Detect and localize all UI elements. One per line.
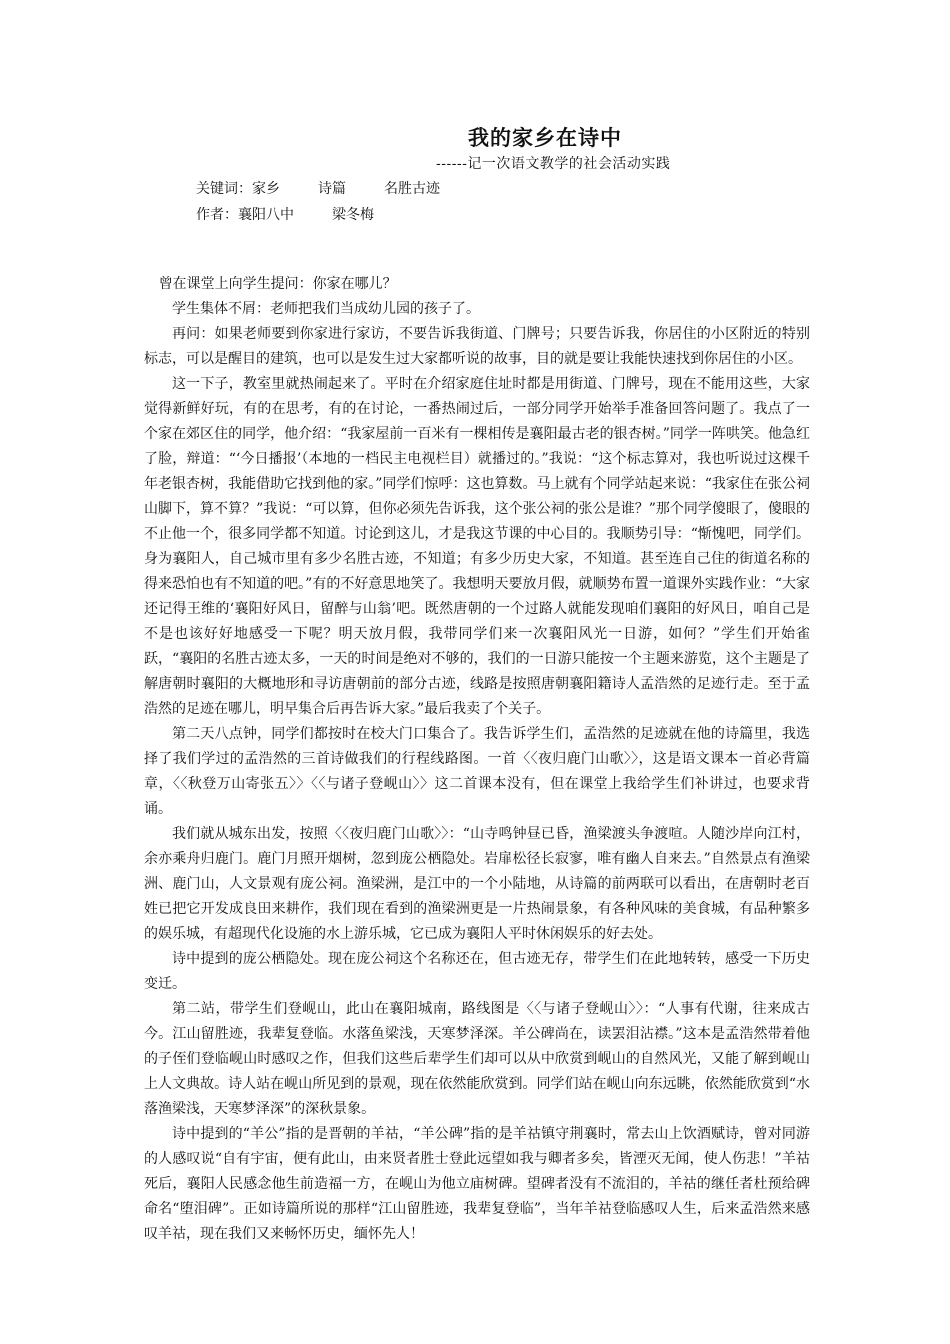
- author-name: 梁冬梅: [332, 207, 374, 223]
- keywords-label: 关键词：家乡: [196, 181, 280, 197]
- paragraph: 诗中提到的“羊公”指的是晋朝的羊祜，“羊公碑”指的是羊祜镇守荆襄时，常去山上饮酒赋诗，曾对同游的人感叹说“自有宇宙，便有此山，由来贤者胜士登此远望如我与卿者多矣，皆湮灭无闻，使人伤悲！”羊祜死后，襄阳人民感念他生前造福一方，在岘山为他立庙树碑。望碑者没有不流泪的，羊祜的继任者杜预给碑命名“堕泪碑”。正如诗篇所说的那样“江山留胜迹，我辈复登临”，当年羊祜登临感叹人生，后来孟浩然来感叹羊祜，现在我们又来畅怀历史，缅怀先人！: [144, 1126, 810, 1242]
- paragraph: 诗中提到的庞公栖隐处。现在庞公祠这个名称还在，但古迹无存，带学生们在此地转转，感受一下历史变迁。: [144, 951, 810, 992]
- paragraph: 曾在课堂上向学生提问：你家在哪儿？: [158, 276, 397, 292]
- paragraph: 学生集体不屑：老师把我们当成幼儿园的孩子了。: [172, 301, 480, 317]
- keyword-item: 名胜古迹: [384, 181, 440, 197]
- keyword-item: 诗篇: [318, 181, 346, 197]
- paragraph: 第二天八点钟，同学们都按时在校大门口集合了。我告诉学生们，孟浩然的足迹就在他的诗篇里，我选择了我们学过的孟浩然的三首诗做我们的行程线路图。一首〈〈夜归鹿门山歌〉〉，这是语文课本一首必背篇章，〈〈秋登万山寄张五〉〉〈〈与诸子登岘山〉〉这二首课本没有，但在课堂上我给学生们补讲过，也要求背诵。: [144, 726, 810, 817]
- keywords-line: [196, 178, 440, 198]
- document-subtitle: ------记一次语文教学的社会活动实践: [436, 156, 671, 172]
- paragraph: 我们就从城东出发，按照〈〈夜归鹿门山歌〉〉：“山寺鸣钟昼已昏，渔梁渡头争渡喧。人随沙岸向江村，余亦乘舟归鹿门。鹿门月照开烟树，忽到庞公栖隐处。岩扉松径长寂寥，唯有幽人自来去。”自然景点有渔梁洲、鹿门山，人文景观有庞公祠。渔梁洲，是江中的一个小陆地，从诗篇的前两联可以看出，在唐朝时老百姓已把它开发成良田来耕作，我们现在看到的渔梁洲更是一片热闹景象，有各种风味的美食城，有品种繁多的娱乐城，有超现代化设施的水上游乐城，它已成为襄阳人平时休闲娱乐的好去处。: [144, 826, 810, 942]
- author-label: 作者：襄阳八中: [196, 207, 294, 223]
- author-line: [196, 204, 374, 224]
- article-body: [144, 272, 810, 1247]
- document-title: 我的家乡在诗中: [468, 125, 622, 150]
- paragraph: 第二站，带学生们登岘山，此山在襄阳城南，路线图是〈〈与诸子登岘山〉〉：“人事有代谢，往来成古今。江山留胜迹，我辈复登临。水落鱼梁浅，天寒梦泽深。羊公碑尚在，读罢泪沾襟。”这本是孟浩然带着他的子侄们登临岘山时感叹之作，但我们这些后辈学生们却可以从中欣赏到岘山的自然风光，又能了解到岘山上人文典故。诗人站在岘山所见到的景观，现在依然能欣赏到。同学们站在岘山向东远眺，依然能欣赏到“水落渔梁浅，天寒梦泽深”的深秋景象。: [144, 1001, 810, 1117]
- paragraph: 再问：如果老师要到你家进行家访，不要告诉我街道、门牌号；只要告诉我，你居住的小区附近的特别标志，可以是醒目的建筑，也可以是发生过大家都听说的故事，目的就是要让我能快速找到你居住的小区。: [144, 326, 810, 367]
- paragraph: 这一下子，教室里就热闹起来了。平时在介绍家庭住址时都是用街道、门牌号，现在不能用这些，大家觉得新鲜好玩，有的在思考，有的在讨论，一番热闹过后，一部分同学开始举手准备回答问题了。我点了一个家在郊区住的同学，他介绍：“我家屋前一百米有一棵相传是襄阳最古老的银杏树。”同学一阵哄笑。他急红了脸，辩道：“‘今日播报’（本地的一档民主电视栏目）就播过的。”我说：“这个标志算对，我也听说过这棵千年老银杏树，我能借助它找到他的家。”同学们惊呼：这也算数。马上就有个同学站起来说：“我家住在张公祠山脚下，算不算？”我说：“可以算，但你必须先告诉我，这个张公祠的张公是谁？”那个同学傻眼了，傻眼的不止他一个，很多同学都不知道。讨论到这儿，才是我这节课的中心目的。我顺势引导：“惭愧吧，同学们。身为襄阳人，自己城市里有多少名胜古迹，不知道；有多少历史大家，不知道。甚至连自己住的街道名称的得来恐怕也有不知道的吧。”有的不好意思地笑了。我想明天要放月假，就顺势布置一道课外实践作业：“大家还记得王维的‘襄阳好风日，留醉与山翁’吧。既然唐朝的一个过路人就能发现咱们襄阳的好风日，咱自己是不是也该好好地感受一下呢？明天放月假，我带同学们来一次襄阳风光一日游，如何？”学生们开始雀跃，“襄阳的名胜古迹太多，一天的时间是绝对不够的，我们的一日游只能按一个主题来游览，这个主题是了解唐朝时襄阳的大概地形和寻访唐朝前的部分古迹，线路是按照唐朝襄阳籍诗人孟浩然的足迹行走。至于孟浩然的足迹在哪儿，明早集合后再告诉大家。”最后我卖了个关子。: [144, 376, 810, 717]
